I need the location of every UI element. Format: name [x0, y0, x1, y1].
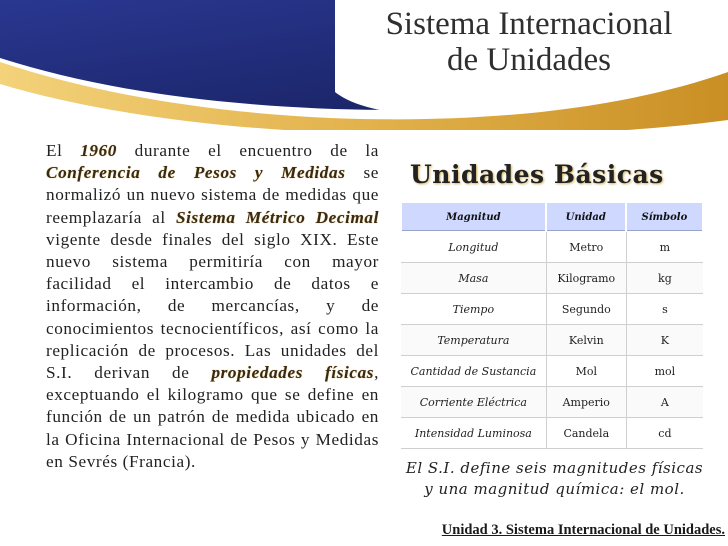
cell-unidad: Kelvin — [546, 325, 626, 356]
column-header-simbolo: Símbolo — [626, 202, 703, 232]
cell-unidad: Metro — [546, 232, 626, 263]
intro-text-2: durante el encuentro de la — [116, 141, 380, 160]
table-row — [401, 263, 703, 294]
cell-simbolo: kg — [626, 263, 703, 294]
intro-metric-system: Sistema Métrico Decimal — [176, 207, 379, 227]
cell-unidad: Segundo — [546, 294, 626, 325]
intro-text-5: , exceptuando el kilogramo que se define en función de un patrón de medida ubicado en la Oficina Internacional de Pesos y Medidas en Sevrés (Francia). — [46, 363, 379, 471]
cell-simbolo: cd — [626, 418, 703, 449]
si-note-line-2: y una magnitud química: el mol. — [424, 480, 685, 498]
cell-magnitud: Tiempo — [401, 294, 546, 325]
cell-unidad: Mol — [546, 356, 626, 387]
footer-unit-label: Unidad 3. Sistema Internacional de Unidades. — [441, 522, 725, 538]
page-title — [330, 6, 728, 78]
column-header-unidad: Unidad — [546, 202, 626, 232]
section-title: Unidades Básicas — [410, 160, 664, 189]
intro-conference: Conferencia de Pesos y Medidas — [46, 163, 346, 183]
cell-magnitud: Longitud — [401, 232, 546, 263]
si-note — [392, 458, 717, 500]
table-row — [401, 294, 703, 325]
cell-simbolo: mol — [626, 356, 703, 387]
cell-magnitud: Intensidad Luminosa — [401, 418, 546, 449]
si-note-line-1: El S.I. define seis magnitudes físicas — [405, 459, 704, 477]
table-row — [401, 232, 703, 263]
cell-unidad: Kilogramo — [546, 263, 626, 294]
title-line-1: Sistema Internacional — [385, 6, 673, 42]
intro-text-4: vigente desde finales del siglo XIX. Este nuevo sistema permitiría con mayor facilidad el intercambio de datos e información, de mercancías, y de conocimientos tecnocientíficos, así como la replicación de procesos. Las unidades del S.I. derivan de — [46, 229, 379, 383]
title-line-2: de Unidades — [446, 42, 612, 78]
intro-year: 1960 — [80, 141, 117, 160]
intro-physical-properties: propiedades físicas — [211, 363, 375, 383]
cell-simbolo: K — [626, 325, 703, 356]
cell-simbolo: A — [626, 387, 703, 418]
cell-magnitud: Temperatura — [401, 325, 546, 356]
table-row — [401, 325, 703, 356]
cell-magnitud: Masa — [401, 263, 546, 294]
intro-text-1: El — [46, 141, 81, 160]
table-row — [401, 387, 703, 418]
cell-simbolo: s — [626, 294, 703, 325]
cell-unidad: Amperio — [546, 387, 626, 418]
cell-simbolo: m — [626, 232, 703, 263]
base-units-table — [401, 202, 703, 449]
cell-magnitud: Corriente Eléctrica — [401, 387, 546, 418]
intro-paragraph — [46, 140, 379, 473]
table-row — [401, 418, 703, 449]
cell-magnitud: Cantidad de Sustancia — [401, 356, 546, 387]
intro-text-3: se normalizó un nuevo sistema de medidas que reemplazaría al — [46, 163, 380, 227]
column-header-magnitud: Magnitud — [401, 202, 546, 232]
cell-unidad: Candela — [546, 418, 626, 449]
table-row — [401, 356, 703, 387]
table-header-row — [401, 202, 703, 232]
